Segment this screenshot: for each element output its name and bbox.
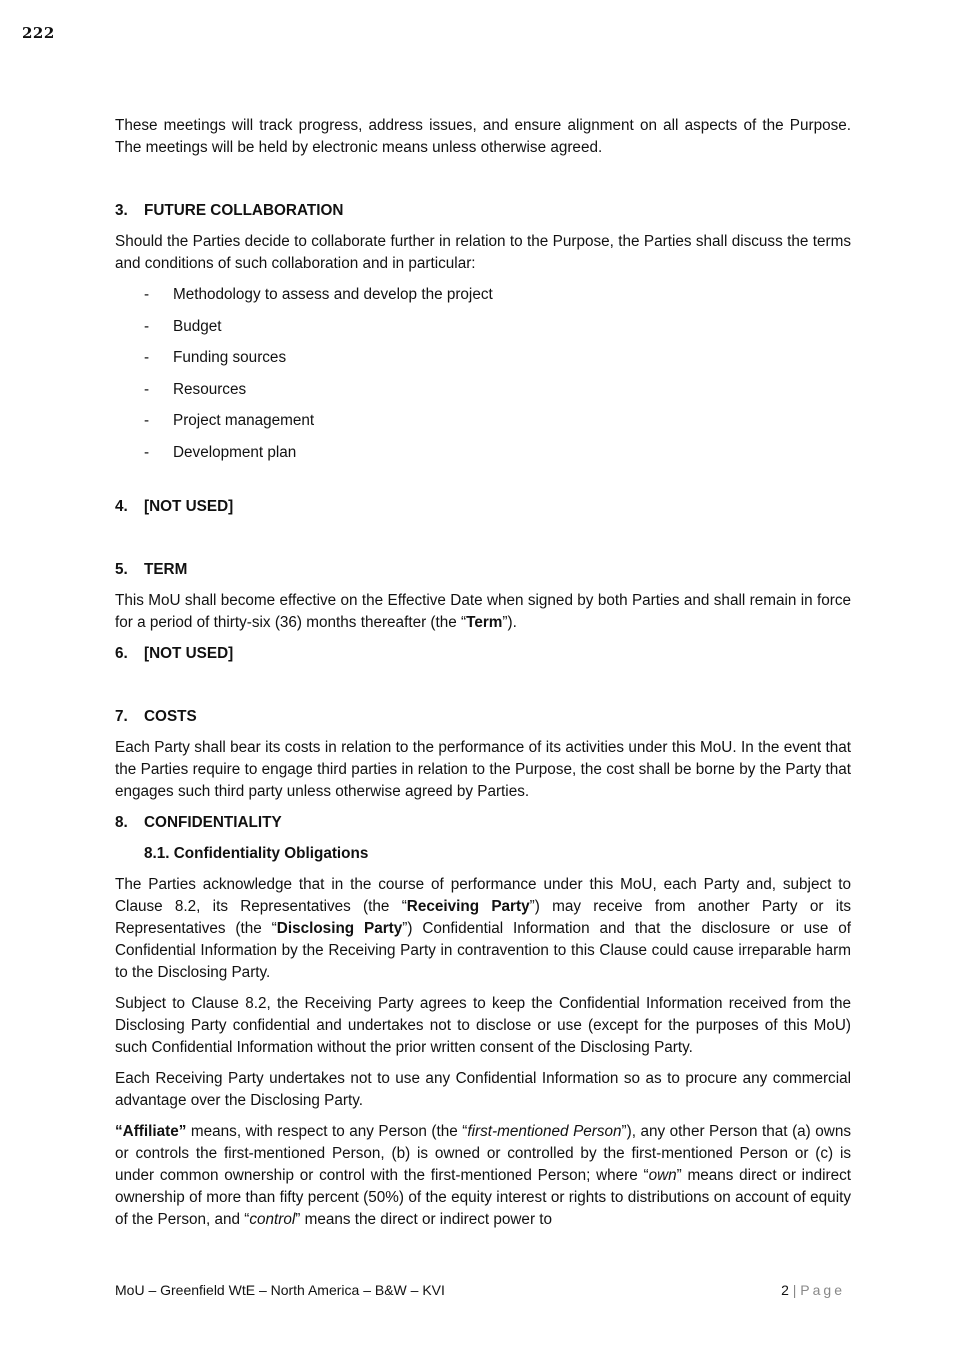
section-5-paragraph: This MoU shall become effective on the Effective Date when signed by both Parties and shall remain in force for a period of thirty-six (36) months thereafter (the “Term”). <box>115 591 851 631</box>
footer-page-number: 2 <box>781 1282 789 1298</box>
section-7-paragraph: Each Party shall bear its costs in relation to the performance of its activities under this MoU. In the event that the Parties require to engage third parties in relation to the Purpose, the cost shall be borne by the Party that engages such third party unless otherwise agreed by Parties. <box>115 738 851 800</box>
confidentiality-paragraph-2: Subject to Clause 8.2, the Receiving Party agrees to keep the Confidential Information received from the Disclosing Party confidential and undertakes not to disclose or use (except for the purposes of this MoU) such Confidential Information without the prior written consent of the Disclosing Party. <box>115 994 851 1056</box>
dash-bullet: - <box>144 286 150 303</box>
dash-bullet: - <box>144 443 150 461</box>
footer-page-indicator: 2 | Page <box>781 1282 845 1298</box>
section-title: TERM <box>144 560 188 578</box>
section-title: CONFIDENTIALITY <box>144 813 282 831</box>
section-number: 7. <box>115 707 128 725</box>
section-title: [NOT USED] <box>144 497 234 515</box>
section-title: [NOT USED] <box>144 644 234 662</box>
dash-bullet: - <box>144 380 150 398</box>
section-title: FUTURE COLLABORATION <box>144 202 344 219</box>
affiliate-definition-paragraph: “Affiliate” means, with respect to any Person (the “first-mentioned Person”), any other Person that (a) owns or controls the first-mentioned Person, (b) is owned or controlled by the first-mentioned Person or (c) is under common ownership or control with the first-mentioned Person; where “own” means direct or indirect ownership of more than fifty percent (50%) of the equity interest or rights to distributions on account of equity of the Person, and “control” means the direct or indirect power to <box>115 1122 851 1228</box>
list-item <box>115 347 851 369</box>
list-item-text: Budget <box>173 317 222 335</box>
section-3-paragraph: Should the Parties decide to collaborate further in relation to the Purpose, the Parties shall discuss the terms and conditions of such collaboration and in particular: <box>115 233 851 272</box>
disclosing-party-definition: Disclosing Party <box>276 919 403 937</box>
list-item-text: Methodology to assess and develop the project <box>173 286 493 303</box>
confidentiality-paragraph-1: The Parties acknowledge that in the course of performance under this MoU, each Party and, subject to Clause 8.2, its Representatives (the “Receiving Party”) may receive from another Party or its Representatives (the “Disclosing Party”) Confidential Information and that the disclosure or use of Confidential Information by the Receiving Party in contravention to this Clause could cause irreparable harm to the Disclosing Party. <box>115 875 852 981</box>
dash-bullet: - <box>144 349 150 366</box>
list-item <box>115 442 851 464</box>
footer-document-title: MoU – Greenfield WtE – North America – B&W – KVI <box>115 1282 445 1298</box>
confidentiality-paragraph-3: Each Receiving Party undertakes not to use any Confidential Information so as to procure any commercial advantage over the Disclosing Party. <box>115 1069 851 1109</box>
section-number: 4. <box>115 497 128 515</box>
list-item-text: Funding sources <box>173 349 287 366</box>
list-item-text: Resources <box>173 380 247 398</box>
section-title: COSTS <box>144 707 197 725</box>
list-item-text: Project management <box>173 412 315 429</box>
section-5-heading <box>115 559 851 581</box>
affiliate-term: “Affiliate” <box>115 1122 187 1140</box>
section-6-heading <box>115 643 851 665</box>
term-definition: Term <box>466 613 503 631</box>
receiving-party-definition: Receiving Party <box>406 897 530 915</box>
section-number: 6. <box>115 644 128 662</box>
collaboration-terms-list <box>115 284 851 464</box>
document-body <box>115 115 851 1240</box>
subsection-8-1-heading: 8.1. Confidentiality Obligations <box>144 844 369 862</box>
dash-bullet: - <box>144 412 150 429</box>
section-7-heading <box>115 706 851 728</box>
section-8-heading <box>115 812 851 834</box>
list-item <box>115 379 851 401</box>
list-item-text: Development plan <box>173 443 297 461</box>
footer-page-label: Page <box>800 1282 845 1298</box>
page-footer <box>115 1281 845 1299</box>
section-4-heading <box>115 496 851 518</box>
document-page-number: 222 <box>22 24 55 42</box>
list-item <box>115 316 851 338</box>
section-number: 3. <box>115 202 128 219</box>
section-number: 8. <box>115 813 128 831</box>
dash-bullet: - <box>144 317 150 335</box>
section-3-heading <box>115 200 851 222</box>
list-item <box>115 284 851 306</box>
section-number: 5. <box>115 560 128 578</box>
list-item <box>115 410 851 432</box>
intro-paragraph: These meetings will track progress, address issues, and ensure alignment on all aspects of the Purpose. The meetings will be held by electronic means unless otherwise agreed. <box>115 117 851 156</box>
